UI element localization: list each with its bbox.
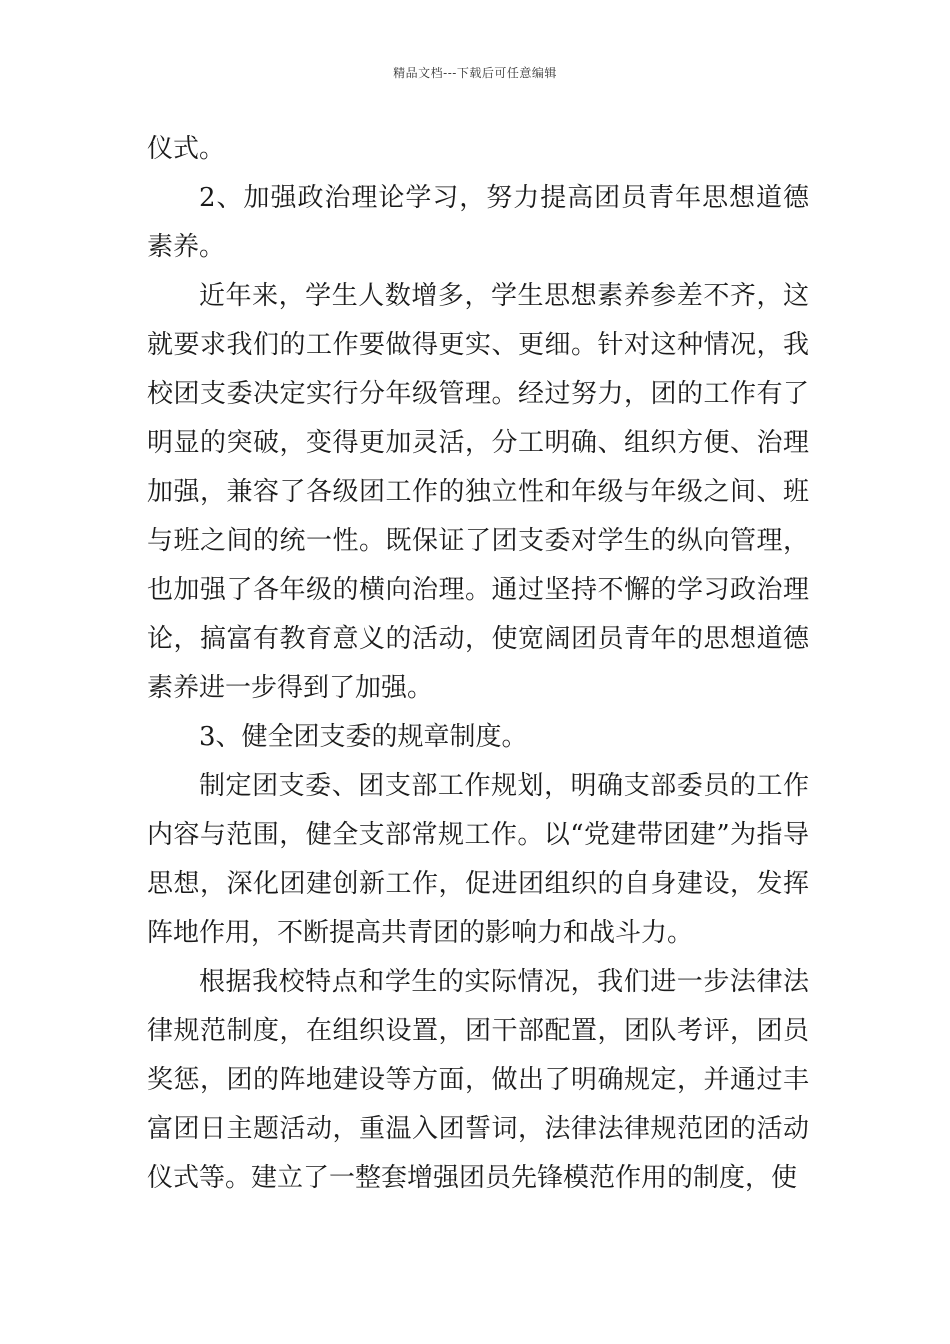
- paragraph-continuation: 仪式。: [147, 134, 226, 164]
- section-heading-2: 2、加强政治理论学习，努力提高团员青年思想道德素养。: [147, 183, 809, 262]
- section-heading-3: 3、健全团支委的规章制度。: [199, 722, 528, 752]
- paragraph-regulations: 根据我校特点和学生的实际情况，我们进一步法律法律规范制度，在组织设置，团干部配置，团队考评，团员奖惩，团的阵地建设等方面，做出了明确规定，并通过丰富团日主题活动，重温入团誓词，法律法律规范团的活动仪式等。建立了一整套增强团员先锋模范作用的制度，使: [147, 967, 809, 1193]
- paragraph-management: 近年来，学生人数增多，学生思想素养参差不齐，这就要求我们的工作要做得更实、更细。针对这种情况，我校团支委决定实行分年级管理。经过努力，团的工作有了明显的突破，变得更加灵活，分工明确、组织方便、治理加强，兼容了各级团工作的独立性和年级与年级之间、班与班之间的统一性。既保证了团支委对学生的纵向管理，也加强了各年级的横向治理。通过坚持不懈的学习政治理论，搞富有教育意义的活动，使宽阔团员青年的思想道德素养进一步得到了加强。: [147, 281, 809, 703]
- page-header: 精品文档---下载后可任意编辑: [393, 66, 557, 80]
- document-body: [147, 125, 809, 1203]
- paragraph-planning: 制定团支委、团支部工作规划，明确支部委员的工作内容与范围，健全支部常规工作。以“党建带团建”为指导思想，深化团建创新工作，促进团组织的自身建设，发挥阵地作用，不断提高共青团的影响力和战斗力。: [147, 771, 809, 948]
